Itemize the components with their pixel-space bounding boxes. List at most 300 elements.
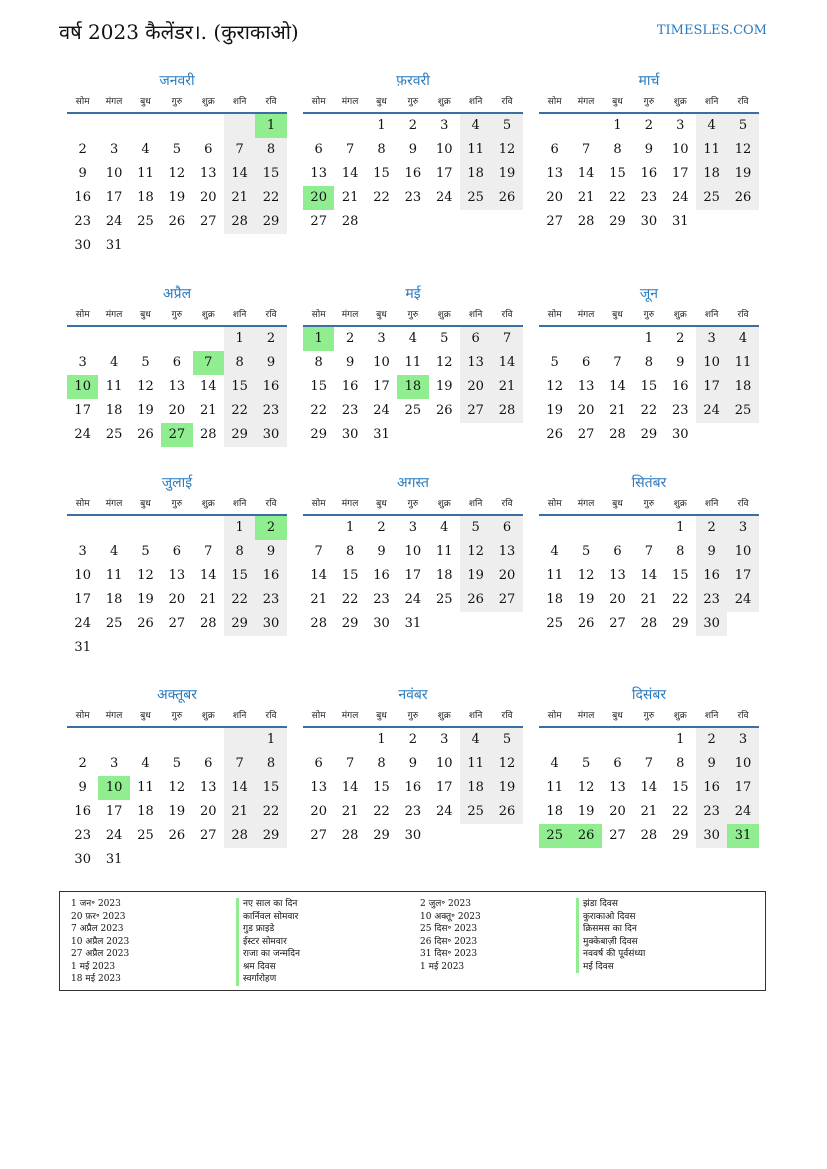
weekday-label: गुरु	[643, 499, 655, 509]
day-cell: 10	[435, 756, 453, 771]
day-cell: 8	[613, 142, 622, 157]
day-cell: 13	[609, 780, 626, 795]
holiday-date: 26 दिस॰ 2023	[420, 936, 478, 947]
day-cell: 11	[137, 166, 154, 181]
day-cell: 19	[435, 379, 453, 394]
empty-day	[161, 636, 192, 660]
weekday-label: बुध	[376, 97, 387, 107]
holiday-name: राजा का जन्मदिन	[243, 949, 301, 959]
day-cell: 23	[696, 588, 727, 612]
day-cell: 30	[255, 423, 286, 447]
day-cell: 22	[224, 588, 255, 612]
day-cell: 28	[640, 828, 658, 843]
weekday-label: गुरु	[171, 499, 183, 509]
empty-day	[67, 114, 98, 138]
weekday-header	[303, 496, 523, 516]
day-cell: 2	[408, 118, 417, 133]
day-cell: 5	[172, 756, 181, 771]
weekday-label: गुरु	[643, 711, 655, 721]
day-cell: 6	[314, 756, 323, 771]
empty-day	[224, 728, 255, 752]
empty-day	[130, 848, 161, 872]
empty-day	[429, 423, 460, 447]
day-cell: 17	[671, 166, 689, 181]
day-cell: 1	[377, 118, 386, 133]
day-cell: 16	[74, 804, 91, 819]
day-cell: 15	[224, 375, 255, 399]
day-cell: 29	[255, 210, 286, 234]
weekday-label: रवि	[501, 97, 513, 107]
day-cell: 23	[74, 828, 91, 843]
weekday-label: सोम	[75, 499, 90, 509]
empty-day	[570, 728, 601, 752]
day-cell: 24	[105, 828, 123, 843]
day-cell: 31	[373, 427, 390, 442]
holiday-date: 18 मई 2023	[71, 974, 121, 984]
empty-day	[98, 114, 129, 138]
day-cell: 17	[404, 568, 422, 583]
day-cell: 16	[341, 379, 359, 394]
month-name: मार्च	[638, 73, 660, 89]
day-cell: 16	[74, 190, 91, 205]
day-cell: 17	[373, 379, 390, 394]
day-cell: 29	[671, 616, 689, 631]
day-cell: 7	[193, 351, 224, 375]
day-grid	[303, 728, 523, 848]
day-cell: 17	[105, 190, 123, 205]
day-cell: 24	[435, 190, 453, 205]
day-cell: 25	[435, 592, 453, 607]
day-cell: 25	[460, 800, 491, 824]
empty-day	[98, 636, 129, 660]
day-cell: 4	[440, 520, 449, 535]
day-cell: 10	[373, 355, 390, 370]
day-cell: 6	[314, 142, 323, 157]
day-cell: 11	[546, 568, 563, 583]
day-cell: 9	[78, 166, 87, 181]
day-cell: 10	[727, 752, 758, 776]
weekday-label: शुक्र	[673, 310, 687, 320]
day-cell: 15	[255, 776, 286, 800]
day-cell: 28	[199, 427, 217, 442]
day-cell: 18	[546, 804, 563, 819]
month-block	[303, 474, 523, 636]
day-cell: 9	[377, 544, 386, 559]
day-cell: 24	[373, 403, 390, 418]
day-cell: 18	[460, 776, 491, 800]
weekday-label: शनि	[704, 310, 719, 320]
day-cell: 21	[491, 375, 522, 399]
day-cell: 23	[696, 800, 727, 824]
month-block	[67, 285, 287, 447]
day-cell: 16	[404, 166, 422, 181]
day-cell: 13	[310, 780, 327, 795]
empty-day	[539, 516, 570, 540]
day-cell: 30	[404, 828, 422, 843]
day-cell: 28	[341, 828, 359, 843]
weekday-label: शनि	[704, 711, 719, 721]
day-grid	[303, 327, 523, 447]
day-cell: 20	[609, 592, 626, 607]
day-cell: 22	[373, 190, 390, 205]
weekday-label: शनि	[468, 499, 483, 509]
empty-day	[303, 516, 334, 540]
empty-day	[161, 114, 192, 138]
day-cell: 12	[435, 355, 453, 370]
day-cell: 15	[609, 166, 626, 181]
holiday-date: 7 अप्रैल 2023	[71, 924, 124, 934]
day-cell: 25	[105, 616, 123, 631]
day-cell: 20	[460, 375, 491, 399]
day-cell: 12	[491, 752, 522, 776]
day-cell: 7	[224, 752, 255, 776]
day-cell: 17	[435, 780, 453, 795]
day-cell: 6	[550, 142, 559, 157]
empty-day	[193, 327, 224, 351]
day-cell: 12	[460, 540, 491, 564]
day-cell: 7	[644, 544, 653, 559]
day-cell: 22	[373, 804, 390, 819]
day-cell: 12	[137, 379, 154, 394]
day-cell: 15	[224, 564, 255, 588]
day-cell: 18	[397, 375, 428, 399]
day-cell: 14	[491, 351, 522, 375]
month-block	[539, 285, 759, 447]
day-cell: 23	[671, 403, 689, 418]
weekday-label: रवि	[501, 499, 513, 509]
day-cell: 17	[74, 403, 91, 418]
day-cell: 8	[255, 752, 286, 776]
day-cell: 22	[609, 190, 626, 205]
day-cell: 19	[491, 776, 522, 800]
weekday-label: बुध	[140, 711, 151, 721]
day-cell: 5	[460, 516, 491, 540]
day-cell: 15	[341, 568, 359, 583]
weekday-header	[303, 307, 523, 327]
day-cell: 1	[255, 114, 286, 138]
day-cell: 9	[408, 142, 417, 157]
day-cell: 7	[581, 142, 591, 157]
day-cell: 28	[609, 427, 626, 442]
weekday-label: मंगल	[105, 310, 123, 320]
day-grid	[67, 516, 287, 660]
weekday-label: सोम	[547, 499, 562, 509]
weekday-label: रवि	[265, 310, 277, 320]
day-cell: 7	[644, 756, 653, 771]
day-cell: 9	[676, 355, 685, 370]
day-cell: 4	[550, 756, 559, 771]
month-block	[539, 686, 759, 848]
day-cell: 11	[137, 780, 154, 795]
day-cell: 19	[546, 403, 563, 418]
empty-day	[255, 848, 286, 872]
day-cell: 21	[640, 804, 658, 819]
weekday-header	[67, 94, 287, 114]
empty-day	[460, 824, 491, 848]
day-cell: 26	[546, 427, 563, 442]
weekday-label: सोम	[547, 310, 562, 320]
day-cell: 14	[341, 166, 359, 181]
day-cell: 5	[491, 114, 522, 138]
day-cell: 16	[255, 375, 286, 399]
day-cell: 15	[310, 379, 327, 394]
day-cell: 27	[609, 616, 626, 631]
empty-day	[429, 824, 460, 848]
day-cell: 5	[550, 355, 559, 370]
day-cell: 9	[255, 351, 286, 375]
day-cell: 12	[577, 568, 595, 583]
day-cell: 27	[161, 423, 192, 447]
day-cell: 18	[696, 162, 727, 186]
day-cell: 3	[78, 355, 87, 370]
day-cell: 2	[255, 327, 286, 351]
day-cell: 26	[137, 616, 154, 631]
day-cell: 2	[696, 516, 727, 540]
day-cell: 4	[460, 728, 491, 752]
holiday-name: स्वर्गारोहण	[243, 974, 277, 984]
empty-day	[633, 516, 664, 540]
day-cell: 7	[491, 327, 522, 351]
weekday-header	[303, 94, 523, 114]
empty-day	[539, 728, 570, 752]
day-cell: 27	[168, 616, 186, 631]
empty-day	[570, 516, 601, 540]
holiday-dates-left	[71, 898, 129, 986]
day-cell: 27	[460, 399, 491, 423]
day-cell: 7	[613, 355, 622, 370]
empty-day	[429, 210, 460, 234]
weekday-label: बुध	[376, 711, 387, 721]
day-cell: 13	[609, 568, 626, 583]
day-cell: 1	[303, 327, 334, 351]
weekday-label: सोम	[311, 310, 326, 320]
empty-day	[397, 423, 428, 447]
day-cell: 20	[168, 592, 186, 607]
day-cell: 3	[440, 118, 449, 133]
day-cell: 26	[727, 186, 758, 210]
weekday-label: मंगल	[577, 97, 595, 107]
empty-day	[491, 210, 522, 234]
holiday-date: 27 अप्रैल 2023	[71, 949, 130, 959]
empty-day	[602, 327, 633, 351]
weekday-label: रवि	[265, 499, 277, 509]
empty-day	[696, 210, 727, 234]
weekday-label: गुरु	[407, 499, 419, 509]
weekday-label: रवि	[265, 711, 277, 721]
weekday-label: मंगल	[577, 310, 595, 320]
day-cell: 2	[255, 516, 286, 540]
weekday-label: रवि	[501, 711, 513, 721]
day-cell: 1	[255, 728, 286, 752]
empty-day	[727, 423, 758, 447]
holiday-name: मुक्केबाज़ी दिवस	[583, 936, 638, 947]
holiday-date: 10 अप्रैल 2023	[71, 936, 130, 947]
day-cell: 20	[609, 804, 626, 819]
holiday-date: 1 जन॰ 2023	[71, 899, 121, 909]
day-cell: 11	[460, 752, 491, 776]
day-cell: 1	[613, 118, 622, 133]
day-cell: 23	[404, 804, 422, 819]
empty-day	[193, 848, 224, 872]
day-cell: 11	[435, 544, 453, 559]
weekday-label: शुक्र	[437, 310, 451, 320]
day-cell: 28	[341, 214, 359, 229]
empty-day	[161, 728, 192, 752]
day-cell: 1	[345, 520, 355, 535]
page-title: वर्ष 2023 कैलेंडर।. (कुराकाओ)	[59, 20, 299, 44]
day-cell: 27	[310, 828, 327, 843]
weekday-label: शुक्र	[437, 97, 451, 107]
day-cell: 3	[440, 732, 449, 747]
day-cell: 13	[199, 166, 217, 181]
day-cell: 30	[671, 427, 689, 442]
weekday-label: बुध	[140, 310, 151, 320]
day-cell: 27	[199, 828, 217, 843]
day-cell: 22	[310, 403, 327, 418]
day-cell: 20	[491, 564, 522, 588]
empty-day	[334, 114, 365, 138]
day-cell: 1	[676, 520, 685, 535]
day-cell: 4	[141, 756, 150, 771]
day-cell: 30	[696, 612, 727, 636]
site-link[interactable]: TIMESLES.COM	[656, 23, 767, 38]
day-cell: 9	[644, 142, 653, 157]
day-cell: 7	[314, 544, 323, 559]
weekday-label: बुध	[612, 97, 623, 107]
day-cell: 28	[224, 210, 255, 234]
day-cell: 8	[314, 355, 323, 370]
empty-day	[98, 728, 129, 752]
day-cell: 19	[577, 592, 595, 607]
day-cell: 27	[609, 828, 626, 843]
weekday-label: रवि	[737, 97, 749, 107]
empty-day	[633, 728, 664, 752]
day-cell: 16	[696, 776, 727, 800]
day-cell: 23	[74, 214, 91, 229]
empty-day	[224, 234, 255, 258]
empty-day	[67, 516, 98, 540]
day-cell: 21	[224, 800, 255, 824]
day-cell: 23	[255, 399, 286, 423]
month-block	[539, 72, 759, 234]
month-block	[67, 72, 287, 258]
day-cell: 20	[577, 403, 595, 418]
day-cell: 12	[491, 138, 522, 162]
weekday-label: बुध	[612, 499, 623, 509]
empty-day	[130, 327, 161, 351]
day-cell: 31	[671, 214, 689, 229]
day-cell: 2	[408, 732, 417, 747]
day-cell: 23	[640, 190, 658, 205]
day-cell: 10	[696, 351, 727, 375]
weekday-header	[67, 307, 287, 327]
weekday-label: गुरु	[407, 310, 419, 320]
day-cell: 31	[105, 238, 123, 253]
weekday-label: शनि	[704, 499, 719, 509]
day-cell: 21	[577, 190, 595, 205]
day-cell: 20	[310, 804, 327, 819]
empty-day	[224, 636, 255, 660]
day-cell: 20	[168, 403, 186, 418]
day-cell: 6	[172, 355, 181, 370]
weekday-label: गुरु	[407, 711, 419, 721]
day-grid	[539, 728, 759, 848]
day-cell: 18	[105, 403, 123, 418]
day-cell: 25	[105, 427, 123, 442]
day-cell: 20	[199, 804, 217, 819]
day-cell: 29	[640, 427, 658, 442]
day-cell: 29	[310, 427, 327, 442]
month-block	[303, 285, 523, 447]
empty-day	[727, 612, 758, 636]
weekday-label: बुध	[140, 97, 151, 107]
day-cell: 21	[640, 592, 658, 607]
day-cell: 6	[613, 756, 622, 771]
day-cell: 21	[310, 592, 327, 607]
empty-day	[539, 327, 570, 351]
day-cell: 15	[373, 166, 390, 181]
day-cell: 21	[199, 403, 217, 418]
empty-day	[161, 848, 192, 872]
day-cell: 19	[491, 162, 522, 186]
empty-day	[366, 210, 397, 234]
day-cell: 4	[408, 331, 417, 346]
weekday-label: बुध	[376, 310, 387, 320]
holiday-date: 1 मई 2023	[71, 961, 116, 972]
day-cell: 7	[204, 544, 213, 559]
day-cell: 14	[577, 166, 595, 181]
day-cell: 1	[224, 327, 255, 351]
weekday-label: सोम	[547, 711, 562, 721]
empty-day	[130, 516, 161, 540]
weekday-label: मंगल	[341, 499, 359, 509]
day-cell: 13	[199, 780, 217, 795]
weekday-label: सोम	[75, 97, 90, 107]
day-cell: 16	[373, 568, 390, 583]
day-cell: 21	[609, 403, 626, 418]
day-cell: 10	[404, 544, 422, 559]
day-cell: 15	[671, 568, 689, 583]
day-cell: 22	[671, 804, 689, 819]
day-cell: 29	[224, 423, 255, 447]
day-cell: 1	[224, 516, 255, 540]
day-cell: 6	[460, 327, 491, 351]
day-cell: 26	[491, 186, 522, 210]
day-cell: 11	[546, 780, 563, 795]
day-cell: 26	[435, 403, 453, 418]
month-name: अक्तूबर	[157, 687, 197, 703]
day-cell: 29	[224, 612, 255, 636]
day-cell: 3	[377, 331, 386, 346]
day-cell: 8	[676, 544, 685, 559]
holiday-name: ईस्टर सोमवार	[243, 936, 287, 947]
day-cell: 27	[310, 214, 327, 229]
day-cell: 1	[377, 732, 386, 747]
day-cell: 7	[224, 138, 255, 162]
day-cell: 8	[377, 756, 386, 771]
day-cell: 23	[373, 592, 390, 607]
weekday-header	[539, 496, 759, 516]
day-cell: 5	[141, 544, 150, 559]
day-cell: 11	[727, 351, 758, 375]
empty-day	[570, 114, 601, 138]
day-cell: 5	[440, 331, 449, 346]
weekday-label: सोम	[311, 499, 326, 509]
day-cell: 8	[345, 544, 355, 559]
day-cell: 2	[644, 118, 653, 133]
day-cell: 11	[105, 568, 123, 583]
day-cell: 23	[255, 588, 286, 612]
